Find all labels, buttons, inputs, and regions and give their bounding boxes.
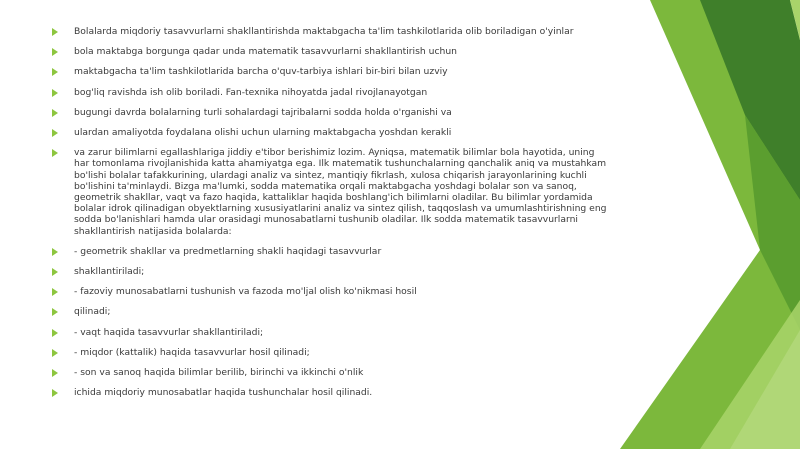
list-item-text: ulardan amaliyotda foydalana olishi uchun ularning maktabgacha yoshdan kerakli — [74, 127, 452, 139]
list-item — [52, 347, 612, 358]
list-item-text: ichida miqdoriy munosabatlar haqida tushunchalar hosil qilinadi. — [74, 387, 373, 399]
bullet-icon — [52, 129, 58, 137]
list-item-text: Bolalarda miqdoriy tasavvurlarni shakllantirishda maktabgacha ta'lim tashkilotlarida olib boriladigan o'yinlar — [74, 26, 574, 37]
bullet-icon — [52, 349, 58, 357]
bullet-icon — [52, 109, 58, 117]
list-item-text: - fazoviy munosabatlarni tushunish va fazoda mo'ljal olish ko'nikmasi hosil — [74, 286, 417, 298]
bullet-icon — [52, 68, 58, 76]
list-item — [52, 306, 612, 317]
list-item — [52, 46, 612, 57]
list-item — [52, 107, 612, 118]
bullet-icon — [52, 28, 58, 36]
list-item — [52, 387, 612, 398]
list-item — [52, 87, 612, 98]
list-item-text: bog'liq ravishda ish olib boriladi. Fan-texnika nihoyatda jadal rivojlanayotgan — [74, 86, 428, 98]
bullet-icon — [52, 48, 58, 56]
list-item — [52, 367, 612, 378]
list-item-text: - miqdor (kattalik) haqida tasavvurlar hosil qilinadi; — [74, 346, 310, 358]
bullet-icon — [52, 389, 58, 397]
list-item — [52, 147, 612, 237]
list-item-text: - son va sanoq haqida bilimlar berilib, birinchi va ikkinchi o'nlik — [74, 367, 364, 379]
bullet-icon — [52, 308, 58, 316]
list-item-text: shakllantiriladi; — [74, 266, 145, 278]
bullet-icon — [52, 149, 58, 157]
list-item — [52, 66, 612, 77]
bullet-icon — [52, 288, 58, 296]
bullet-icon — [52, 89, 58, 97]
bullet-icon — [52, 329, 58, 337]
list-item — [52, 327, 612, 338]
bullet-icon — [52, 268, 58, 276]
list-item-text: va zarur bilimlarni egallashlariga jiddiy e'tibor berishimiz lozim. Ayniqsa, matematik bilimlar bola hayotida, uning har tomonlama rivojlanishida katta ahamiyatga ega. Ilk matematik tushunchalarning qanchalik aniq va mustahkam bo'lishi bolalar tafakkurining, ulardagi analiz va sintez, mantiqiy fikrlash, xulosa chiqarish jarayonlarining kuchli bo'lishini ta'minlaydi. Bizga ma'lumki, sodda matematika orqali maktabgacha yoshdagi bolalar son va sanoq, geometrik shakllar, vaqt va fazo haqida, kattaliklar haqida boshlang'ich bilimlarni oladilar. Bu bilimlar yordamida bolalar idrok qilinadigan obyektlarning xususiyatlarini analiz va sintez qilish, taqqoslash va umumlashtirishning eng sodda bo'lanishlari hamda ular orasidagi munosabatlarni tushunib oladilar. Ilk sodda matematik tasavvurlarni shakllantirish natijasida bolalarda: — [74, 147, 607, 237]
list-item — [52, 266, 612, 277]
list-item — [52, 127, 612, 138]
list-item-text: bola maktabga borgunga qadar unda matematik tasavvurlarni shakllantirish uchun — [74, 46, 457, 58]
slide-text-list — [52, 26, 612, 398]
list-item-text: qilinadi; — [74, 306, 111, 318]
list-item-text: maktabgacha ta'lim tashkilotlarida barcha o'quv-tarbiya ishlari bir-biri bilan uzviy — [74, 66, 448, 78]
bullet-icon — [52, 369, 58, 377]
list-item — [52, 246, 612, 257]
list-item — [52, 26, 612, 37]
list-item-text: bugungi davrda bolalarning turli sohalardagi tajribalarni sodda holda o'rganishi va — [74, 106, 452, 118]
bullet-icon — [52, 248, 58, 256]
list-item-text: - geometrik shakllar va predmetlarning shakli haqidagi tasavvurlar — [74, 245, 382, 257]
list-item — [52, 286, 612, 297]
list-item-text: - vaqt haqida tasavvurlar shakllantiriladi; — [74, 326, 264, 338]
